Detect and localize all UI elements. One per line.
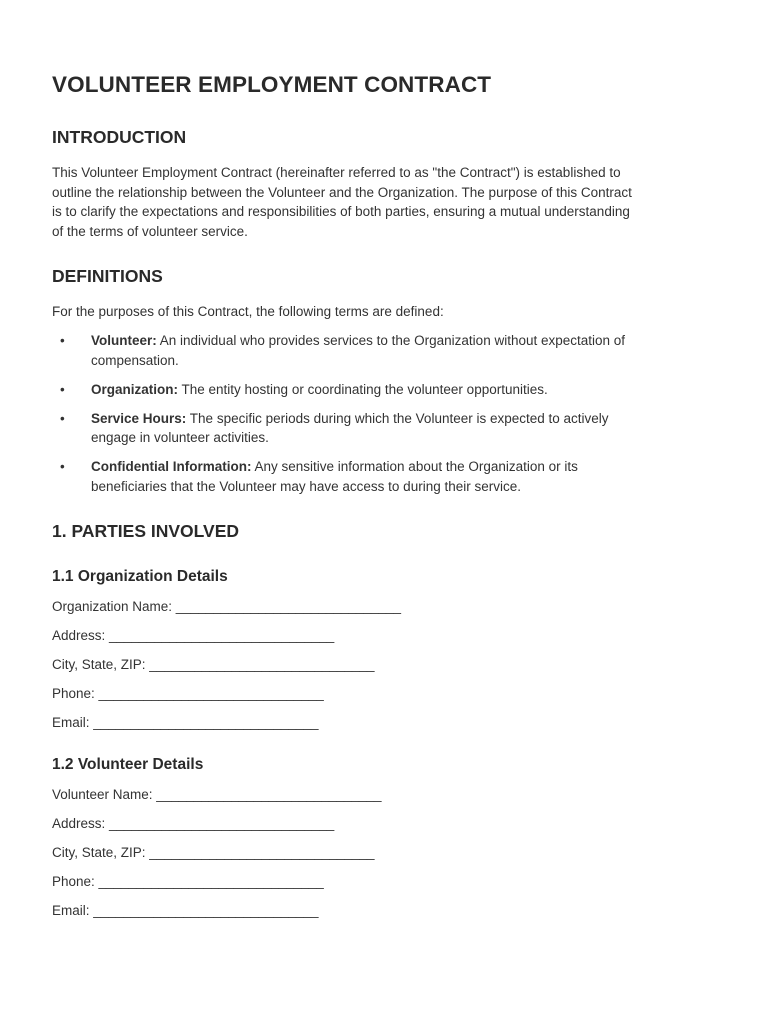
definitions-lead: For the purposes of this Contract, the following terms are defined: — [52, 304, 444, 320]
document-page — [52, 70, 732, 920]
organization-email-field: Email: ______________________________ — [52, 714, 319, 730]
organization-details-heading: 1.1 Organization Details — [52, 567, 228, 585]
bullet-icon: • — [60, 410, 65, 426]
definition-text: The entity hosting or coordinating the volunteer opportunities. — [178, 381, 548, 397]
definition-term: Service Hours: — [91, 410, 187, 426]
volunteer-city-state-zip-field: City, State, ZIP: ______________________________ — [52, 844, 375, 860]
definition-term: Volunteer: — [91, 332, 157, 348]
definition-item-confidential-information — [52, 457, 732, 496]
organization-phone-field: Phone: ______________________________ — [52, 685, 324, 701]
definition-item-volunteer — [52, 331, 732, 370]
definitions-heading: DEFINITIONS — [52, 266, 163, 287]
definition-term: Confidential Information: — [91, 459, 252, 475]
introduction-heading: INTRODUCTION — [52, 127, 187, 147]
organization-address-field: Address: ______________________________ — [52, 627, 335, 643]
introduction-paragraph — [52, 163, 732, 241]
definition-text: engage in volunteer activities. — [91, 430, 269, 446]
volunteer-email-field: Email: ______________________________ — [52, 902, 319, 918]
introduction-line: of the terms of volunteer service. — [52, 223, 248, 239]
definition-text: An individual who provides services to the Organization without expectation of — [156, 332, 626, 348]
introduction-line: outline the relationship between the Volunteer and the Organization. The purpose of this Contract — [52, 184, 632, 200]
volunteer-phone-field: Phone: ______________________________ — [52, 873, 324, 889]
definition-text: compensation. — [91, 352, 179, 368]
bullet-icon: • — [60, 381, 65, 397]
definition-text: The specific periods during which the Volunteer is expected to actively — [186, 410, 609, 426]
volunteer-name-field: Volunteer Name: ______________________________ — [52, 786, 382, 802]
bullet-icon: • — [60, 332, 65, 348]
parties-heading: 1. PARTIES INVOLVED — [52, 520, 240, 541]
definition-item-service-hours — [52, 409, 732, 448]
document-title: VOLUNTEER EMPLOYMENT CONTRACT — [52, 72, 492, 97]
introduction-line: This Volunteer Employment Contract (hereinafter referred to as "the Contract") is established to — [52, 165, 621, 180]
definition-term: Organization: — [91, 381, 178, 397]
definition-text: beneficiaries that the Volunteer may have access to during their service. — [91, 479, 521, 495]
definition-item-organization — [52, 380, 732, 400]
organization-city-state-zip-field: City, State, ZIP: ______________________________ — [52, 656, 375, 672]
volunteer-details-heading: 1.2 Volunteer Details — [52, 755, 204, 773]
bullet-icon: • — [60, 459, 65, 475]
definition-text: Any sensitive information about the Organization or its — [251, 459, 578, 475]
volunteer-address-field: Address: ______________________________ — [52, 815, 335, 831]
organization-name-field: Organization Name: ______________________________ — [52, 598, 402, 614]
introduction-line: is to clarify the expectations and responsibilities of both parties, ensuring a mutual understanding — [52, 204, 630, 220]
definitions-list — [52, 331, 732, 497]
